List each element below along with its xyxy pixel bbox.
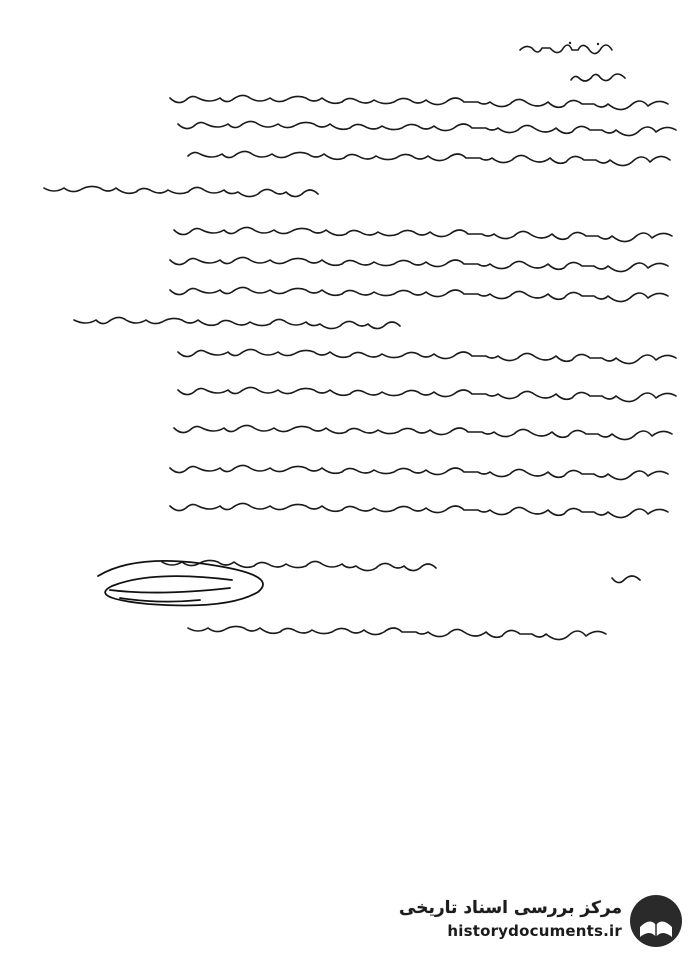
subject-line [571, 74, 625, 81]
handwritten-signature [98, 561, 263, 606]
watermark [398, 893, 688, 953]
watermark-text [399, 897, 622, 941]
watermark-url: historydocuments.ir [447, 922, 622, 940]
paragraph-2 [74, 227, 672, 328]
watermark-title: مرکز بررسی اسناد تاریخی [399, 898, 622, 918]
header-line [520, 42, 612, 54]
paragraph-1 [44, 95, 676, 196]
marginal-note-label [612, 576, 640, 583]
closing-line [162, 560, 436, 570]
marginal-note [188, 626, 606, 639]
paragraph-3 [170, 349, 676, 517]
open-book-icon [628, 893, 684, 949]
